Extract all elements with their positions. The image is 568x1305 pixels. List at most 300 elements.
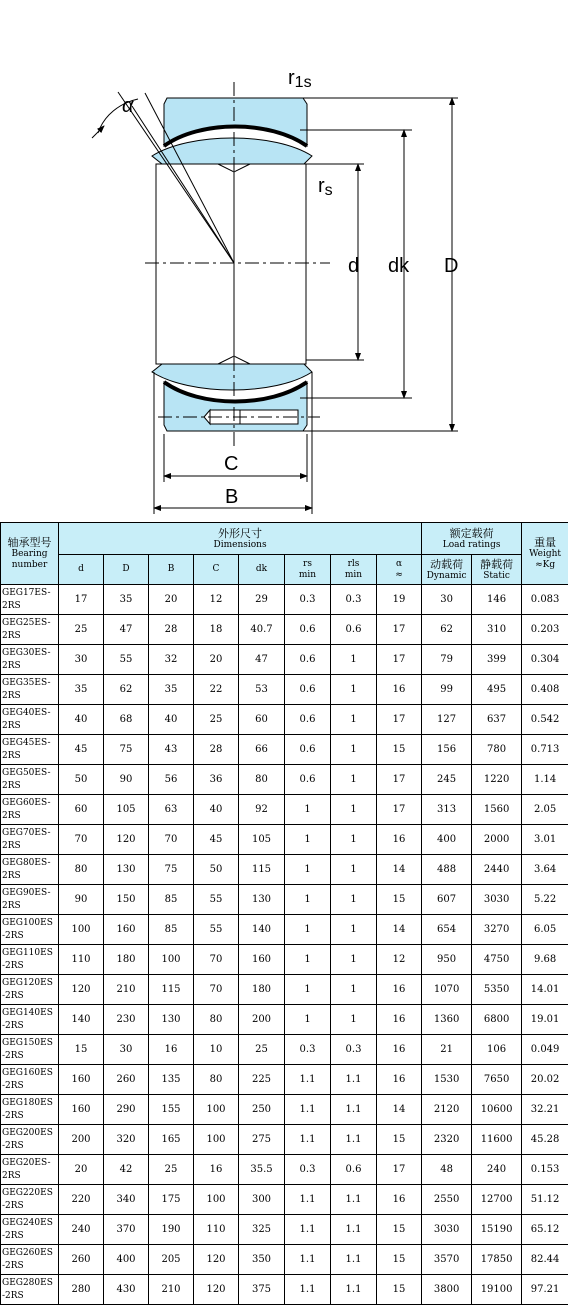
table-body (1, 585, 568, 1305)
cell-dynamic: 488 (422, 855, 472, 885)
col-C: C (194, 555, 239, 585)
cell-C: 36 (194, 765, 239, 795)
bearing-number-line2: -2RS (2, 1200, 58, 1213)
cell-alpha: 15 (377, 735, 422, 765)
cell-dk: 130 (239, 885, 285, 915)
cell-alpha: 16 (377, 1035, 422, 1065)
cell-static: 2440 (472, 855, 522, 885)
cell-dynamic: 313 (422, 795, 472, 825)
cell-rs: 1.1 (285, 1095, 331, 1125)
cell-weight: 0.203 (522, 615, 568, 645)
cell-D: 230 (104, 1005, 149, 1035)
bearing-number-line1: GEG160ES (2, 1067, 58, 1080)
cell-dynamic: 30 (422, 585, 472, 615)
table-row (1, 1245, 568, 1275)
cell-rs: 1 (285, 1005, 331, 1035)
cell-B: 70 (149, 825, 194, 855)
bearing-number-line1: GEG90ES- (2, 887, 58, 900)
table-row (1, 645, 568, 675)
cell-B: 210 (149, 1275, 194, 1305)
cell-dk: 35.5 (239, 1155, 285, 1185)
cell-d: 20 (59, 1155, 104, 1185)
bearing-number-line2: -2RS (2, 1020, 58, 1033)
table-row (1, 1095, 568, 1125)
bearing-number-line2: -2RS (2, 1050, 58, 1063)
cell-r1s: 1 (331, 855, 377, 885)
cell-B: 85 (149, 915, 194, 945)
bearing-number-line1: GEG150ES (2, 1037, 58, 1050)
table-row (1, 915, 568, 945)
cell-weight: 14.01 (522, 975, 568, 1005)
cell-r1s: 1.1 (331, 1245, 377, 1275)
bearing-number-line2: -2RS (2, 990, 58, 1003)
table-row (1, 735, 568, 765)
cell-r1s: 1 (331, 885, 377, 915)
bearing-number-line2: 2RS (2, 1170, 58, 1183)
cell-r1s: 1.1 (331, 1215, 377, 1245)
cell-C: 12 (194, 585, 239, 615)
cell-rs: 1 (285, 885, 331, 915)
cell-static: 310 (472, 615, 522, 645)
cell-rs: 1 (285, 795, 331, 825)
cell-dynamic: 245 (422, 765, 472, 795)
table-row (1, 885, 568, 915)
cell-bearing-number (1, 1185, 59, 1215)
bearing-number-line2: 2RS (2, 750, 58, 763)
cell-bearing-number (1, 795, 59, 825)
table-row (1, 765, 568, 795)
D-label: D (444, 255, 458, 277)
cell-C: 100 (194, 1185, 239, 1215)
cell-weight: 0.542 (522, 705, 568, 735)
cell-C: 70 (194, 945, 239, 975)
bearing-number-line2: 2RS (2, 720, 58, 733)
cell-weight: 0.304 (522, 645, 568, 675)
cell-dynamic: 2320 (422, 1125, 472, 1155)
cell-weight: 5.22 (522, 885, 568, 915)
cell-dk: 47 (239, 645, 285, 675)
cell-d: 240 (59, 1215, 104, 1245)
cell-static: 495 (472, 675, 522, 705)
bearing-number-line2: 2RS (2, 600, 58, 613)
bearing-number-line2: 2RS (2, 870, 58, 883)
cell-rs: 1.1 (285, 1275, 331, 1305)
cell-alpha: 14 (377, 855, 422, 885)
cell-bearing-number (1, 1095, 59, 1125)
specification-table (0, 522, 568, 1305)
cell-dk: 66 (239, 735, 285, 765)
cell-C: 55 (194, 885, 239, 915)
col-alpha: α ≈ (377, 555, 422, 585)
bearing-number-line1: GEG280ES (2, 1277, 58, 1290)
cell-B: 165 (149, 1125, 194, 1155)
bearing-number-line1: GEG260ES (2, 1247, 58, 1260)
table-row (1, 615, 568, 645)
cell-C: 120 (194, 1245, 239, 1275)
bearing-number-line2: 2RS (2, 840, 58, 853)
cell-dynamic: 607 (422, 885, 472, 915)
cell-r1s: 1 (331, 765, 377, 795)
table-row (1, 795, 568, 825)
bearing-number-line2: -2RS (2, 1140, 58, 1153)
table-row (1, 1275, 568, 1305)
r1s-label: r1s (288, 67, 312, 91)
cell-C: 120 (194, 1275, 239, 1305)
cell-B: 190 (149, 1215, 194, 1245)
bearing-number-line1: GEG70ES- (2, 827, 58, 840)
bearing-number-line1: GEG140ES (2, 1007, 58, 1020)
cell-d: 60 (59, 795, 104, 825)
cell-d: 80 (59, 855, 104, 885)
bearing-number-line1: GEG100ES (2, 917, 58, 930)
table-row (1, 825, 568, 855)
table-row (1, 1125, 568, 1155)
cell-bearing-number (1, 645, 59, 675)
cell-C: 55 (194, 915, 239, 945)
cell-alpha: 17 (377, 705, 422, 735)
cell-d: 120 (59, 975, 104, 1005)
cell-static: 3270 (472, 915, 522, 945)
cell-static: 780 (472, 735, 522, 765)
cell-r1s: 1 (331, 705, 377, 735)
cell-dynamic: 62 (422, 615, 472, 645)
cell-bearing-number (1, 915, 59, 945)
cell-B: 40 (149, 705, 194, 735)
bearing-number-line1: GEG110ES (2, 947, 58, 960)
bearing-number-line1: GEG20ES- (2, 1157, 58, 1170)
cell-weight: 19.01 (522, 1005, 568, 1035)
cell-rs: 1 (285, 915, 331, 945)
bearing-number-line2: 2RS (2, 630, 58, 643)
cell-dynamic: 79 (422, 645, 472, 675)
cell-weight: 1.14 (522, 765, 568, 795)
cell-bearing-number (1, 1245, 59, 1275)
cell-rs: 0.6 (285, 615, 331, 645)
col-dynamic: 动载荷 Dynamic (422, 555, 472, 585)
cell-dk: 115 (239, 855, 285, 885)
bearing-number-line2: 2RS (2, 810, 58, 823)
cell-B: 63 (149, 795, 194, 825)
cell-D: 90 (104, 765, 149, 795)
cell-static: 15190 (472, 1215, 522, 1245)
cell-static: 11600 (472, 1125, 522, 1155)
cell-r1s: 0.3 (331, 585, 377, 615)
cell-bearing-number (1, 1125, 59, 1155)
B-label: B (225, 486, 238, 508)
cell-d: 160 (59, 1065, 104, 1095)
cell-dk: 325 (239, 1215, 285, 1245)
cell-r1s: 1 (331, 675, 377, 705)
cell-D: 68 (104, 705, 149, 735)
cell-D: 150 (104, 885, 149, 915)
cell-B: 43 (149, 735, 194, 765)
cell-d: 100 (59, 915, 104, 945)
cell-weight: 0.083 (522, 585, 568, 615)
bearing-number-line1: GEG45ES- (2, 737, 58, 750)
cell-static: 1220 (472, 765, 522, 795)
cell-d: 200 (59, 1125, 104, 1155)
cell-alpha: 17 (377, 1155, 422, 1185)
rs-label: rs (318, 175, 333, 199)
cell-dynamic: 2120 (422, 1095, 472, 1125)
bearing-number-line2: 2RS (2, 900, 58, 913)
cell-dk: 275 (239, 1125, 285, 1155)
table-row (1, 855, 568, 885)
cell-weight: 32.21 (522, 1095, 568, 1125)
cell-weight: 0.713 (522, 735, 568, 765)
cell-dk: 29 (239, 585, 285, 615)
cell-dynamic: 950 (422, 945, 472, 975)
table-row (1, 1215, 568, 1245)
cell-rs: 1 (285, 825, 331, 855)
cell-dk: 25 (239, 1035, 285, 1065)
dk-label: dk (388, 255, 410, 277)
C-label: C (224, 453, 238, 475)
cell-r1s: 1 (331, 645, 377, 675)
cell-D: 370 (104, 1215, 149, 1245)
cell-bearing-number (1, 1215, 59, 1245)
bearing-number-line1: GEG240ES (2, 1217, 58, 1230)
cell-rs: 0.3 (285, 1035, 331, 1065)
header-bearing-number: 轴承型号 Bearing number (1, 523, 59, 585)
cell-r1s: 1 (331, 1005, 377, 1035)
table-row (1, 975, 568, 1005)
cell-D: 210 (104, 975, 149, 1005)
col-static: 静载荷 Static (472, 555, 522, 585)
cell-bearing-number (1, 975, 59, 1005)
cell-weight: 0.153 (522, 1155, 568, 1185)
cell-B: 205 (149, 1245, 194, 1275)
cell-B: 130 (149, 1005, 194, 1035)
cell-C: 45 (194, 825, 239, 855)
table-row (1, 1185, 568, 1215)
cell-alpha: 16 (377, 825, 422, 855)
cell-alpha: 19 (377, 585, 422, 615)
bearing-number-line1: GEG120ES (2, 977, 58, 990)
cell-d: 15 (59, 1035, 104, 1065)
cell-dk: 375 (239, 1275, 285, 1305)
bearing-number-line2: 2RS (2, 780, 58, 793)
inner-ring (152, 138, 312, 390)
cell-dynamic: 400 (422, 825, 472, 855)
cell-static: 5350 (472, 975, 522, 1005)
cell-static: 19100 (472, 1275, 522, 1305)
cell-C: 80 (194, 1065, 239, 1095)
cell-dk: 92 (239, 795, 285, 825)
cell-D: 260 (104, 1065, 149, 1095)
cell-dk: 60 (239, 705, 285, 735)
cell-rs: 1.1 (285, 1185, 331, 1215)
cell-bearing-number (1, 1005, 59, 1035)
cell-alpha: 17 (377, 795, 422, 825)
cell-dk: 53 (239, 675, 285, 705)
cell-alpha: 15 (377, 1215, 422, 1245)
cell-dynamic: 1070 (422, 975, 472, 1005)
cell-dk: 140 (239, 915, 285, 945)
cell-alpha: 16 (377, 1005, 422, 1035)
cell-r1s: 1.1 (331, 1065, 377, 1095)
cell-C: 50 (194, 855, 239, 885)
cell-bearing-number (1, 855, 59, 885)
d-label: d (348, 255, 359, 277)
cell-d: 70 (59, 825, 104, 855)
cell-r1s: 0.6 (331, 1155, 377, 1185)
bearing-number-line2: -2RS (2, 1110, 58, 1123)
cell-bearing-number (1, 825, 59, 855)
cell-alpha: 12 (377, 945, 422, 975)
cell-weight: 9.68 (522, 945, 568, 975)
cell-alpha: 16 (377, 675, 422, 705)
cell-rs: 1.1 (285, 1215, 331, 1245)
cell-C: 18 (194, 615, 239, 645)
cell-static: 240 (472, 1155, 522, 1185)
table-row (1, 585, 568, 615)
cell-static: 106 (472, 1035, 522, 1065)
cell-d: 110 (59, 945, 104, 975)
col-d: d (59, 555, 104, 585)
cell-alpha: 15 (377, 885, 422, 915)
cell-static: 7650 (472, 1065, 522, 1095)
cell-weight: 3.01 (522, 825, 568, 855)
cell-static: 12700 (472, 1185, 522, 1215)
cell-C: 100 (194, 1095, 239, 1125)
cell-rs: 0.6 (285, 765, 331, 795)
cell-D: 400 (104, 1245, 149, 1275)
cell-B: 115 (149, 975, 194, 1005)
cell-d: 280 (59, 1275, 104, 1305)
cell-rs: 1 (285, 855, 331, 885)
cell-r1s: 1 (331, 795, 377, 825)
cell-B: 85 (149, 885, 194, 915)
cell-bearing-number (1, 585, 59, 615)
cell-C: 100 (194, 1125, 239, 1155)
cell-alpha: 15 (377, 1245, 422, 1275)
header-weight: 重量 Weight ≈Kg (522, 523, 568, 585)
bearing-number-line2: -2RS (2, 1080, 58, 1093)
bearing-number-line1: GEG80ES- (2, 857, 58, 870)
cell-weight: 51.12 (522, 1185, 568, 1215)
cell-B: 25 (149, 1155, 194, 1185)
bearing-number-line1: GEG50ES- (2, 767, 58, 780)
bearing-number-line2: -2RS (2, 1290, 58, 1303)
cell-rs: 0.6 (285, 705, 331, 735)
cell-D: 55 (104, 645, 149, 675)
cell-dynamic: 127 (422, 705, 472, 735)
cell-C: 80 (194, 1005, 239, 1035)
cell-static: 1560 (472, 795, 522, 825)
table-row (1, 1005, 568, 1035)
cell-C: 70 (194, 975, 239, 1005)
cell-weight: 97.21 (522, 1275, 568, 1305)
cell-bearing-number (1, 765, 59, 795)
cell-alpha: 16 (377, 1185, 422, 1215)
bearing-number-line1: GEG25ES- (2, 617, 58, 630)
cell-D: 42 (104, 1155, 149, 1185)
cell-alpha: 14 (377, 915, 422, 945)
cell-dk: 80 (239, 765, 285, 795)
cell-rs: 1.1 (285, 1245, 331, 1275)
cell-rs: 0.3 (285, 585, 331, 615)
cell-D: 180 (104, 945, 149, 975)
cell-dynamic: 156 (422, 735, 472, 765)
cell-bearing-number (1, 885, 59, 915)
cell-weight: 20.02 (522, 1065, 568, 1095)
cell-dynamic: 654 (422, 915, 472, 945)
table-row (1, 1035, 568, 1065)
cell-D: 130 (104, 855, 149, 885)
cell-alpha: 17 (377, 645, 422, 675)
cell-B: 175 (149, 1185, 194, 1215)
cell-weight: 65.12 (522, 1215, 568, 1245)
alpha-label: α (122, 95, 134, 117)
cell-B: 56 (149, 765, 194, 795)
cell-bearing-number (1, 615, 59, 645)
cell-D: 30 (104, 1035, 149, 1065)
cell-r1s: 1 (331, 915, 377, 945)
cell-rs: 0.6 (285, 735, 331, 765)
bearing-number-line1: GEG200ES (2, 1127, 58, 1140)
cell-r1s: 1 (331, 975, 377, 1005)
cell-alpha: 17 (377, 615, 422, 645)
cell-rs: 1 (285, 975, 331, 1005)
cell-dk: 105 (239, 825, 285, 855)
table-row (1, 945, 568, 975)
cell-d: 260 (59, 1245, 104, 1275)
cell-weight: 0.408 (522, 675, 568, 705)
cell-D: 62 (104, 675, 149, 705)
cell-dk: 350 (239, 1245, 285, 1275)
cell-r1s: 1.1 (331, 1185, 377, 1215)
cell-bearing-number (1, 675, 59, 705)
cell-r1s: 1.1 (331, 1095, 377, 1125)
cell-d: 50 (59, 765, 104, 795)
cell-static: 4750 (472, 945, 522, 975)
cell-alpha: 16 (377, 975, 422, 1005)
cell-weight: 0.049 (522, 1035, 568, 1065)
bearing-number-line1: GEG40ES- (2, 707, 58, 720)
cell-D: 290 (104, 1095, 149, 1125)
cell-C: 20 (194, 645, 239, 675)
cell-dynamic: 1360 (422, 1005, 472, 1035)
cell-weight: 6.05 (522, 915, 568, 945)
cell-B: 75 (149, 855, 194, 885)
cell-dk: 225 (239, 1065, 285, 1095)
cell-rs: 0.6 (285, 675, 331, 705)
col-D: D (104, 555, 149, 585)
cell-bearing-number (1, 735, 59, 765)
cell-r1s: 1.1 (331, 1275, 377, 1305)
cell-dk: 200 (239, 1005, 285, 1035)
cell-D: 430 (104, 1275, 149, 1305)
cell-dk: 300 (239, 1185, 285, 1215)
cell-C: 40 (194, 795, 239, 825)
cell-dynamic: 2550 (422, 1185, 472, 1215)
cell-d: 17 (59, 585, 104, 615)
cell-alpha: 14 (377, 1095, 422, 1125)
bearing-number-line1: GEG17ES- (2, 587, 58, 600)
cell-dynamic: 3030 (422, 1215, 472, 1245)
cell-rs: 1.1 (285, 1125, 331, 1155)
table-row (1, 705, 568, 735)
cell-alpha: 16 (377, 1065, 422, 1095)
cell-C: 10 (194, 1035, 239, 1065)
cell-bearing-number (1, 1155, 59, 1185)
cell-rs: 1 (285, 945, 331, 975)
cell-d: 45 (59, 735, 104, 765)
cell-dynamic: 3800 (422, 1275, 472, 1305)
bearing-number-line2: -2RS (2, 960, 58, 973)
cell-static: 146 (472, 585, 522, 615)
